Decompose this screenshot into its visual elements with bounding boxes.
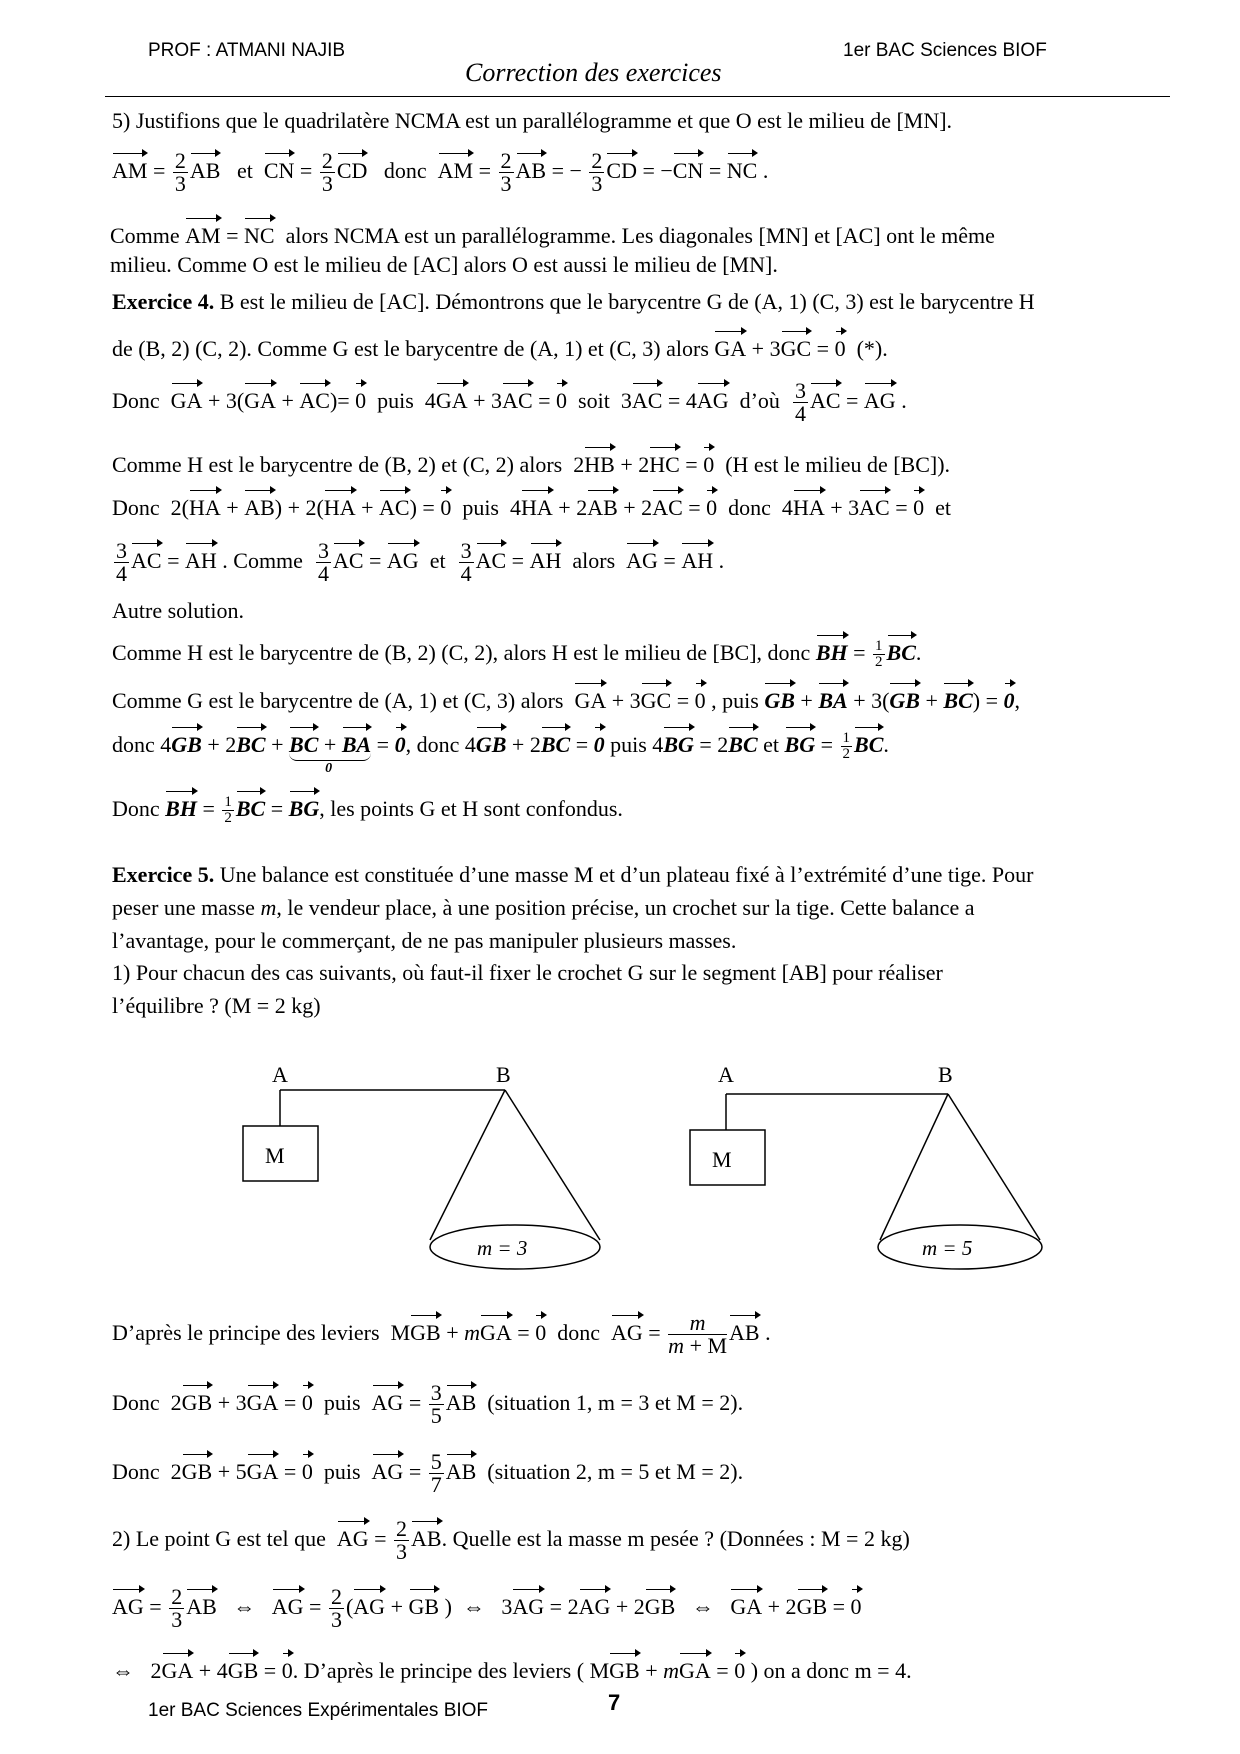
ex4-equation-ah: $\frac{3}{4}$ AC = AH . Comme $\frac{3}{4}$ AC = AG et $\frac{3}{4}$ AC = AH alors AG = AH .	[116, 538, 725, 587]
ex3-conclusion-line-2: milieu. Comme O est le milieu de [AC] alors O est aussi le milieu de [MN].	[110, 252, 778, 277]
balance-left-label-a: A	[272, 1062, 288, 1087]
balance-right-cord-right	[948, 1094, 1040, 1240]
ex5-question-1b: l’équilibre ? (M = 2 kg)	[112, 993, 321, 1018]
balance-right-cord-left	[880, 1094, 948, 1240]
header-class: 1er BAC Sciences BIOF	[843, 40, 1047, 61]
ex4-alt-line-3: donc 4GB + 2BC + BC + BA 0 = 0, donc 4GB + 2BC = 0 puis 4BG = 2BC et BG = $\frac{1}{2}$ BC.	[112, 724, 889, 762]
ex4-final: Donc BH = $\frac{1}{2}$ BC = BG, les points G et H sont confondus.	[112, 788, 623, 826]
balance-left	[243, 1062, 600, 1269]
ex4-alt-line-1: Comme H est le barycentre de (B, 2) (C, 2), alors H est le milieu de [BC], donc BH = $\frac{1}{2}$ BC.	[112, 632, 921, 670]
ex4-equation-h: Donc 2(HA + AB) + 2(HA + AC) = 0 puis 4HA + 2AB + 2AC = 0 donc 4HA + 3AC = 0 et	[112, 487, 951, 523]
balance-right-label-b: B	[938, 1062, 953, 1087]
ex5-situation-2: Donc 2GB + 5GA = 0 puis AG = $\frac{5}{7}$ AB (situation 2, m = 5 et M = 2).	[112, 1449, 744, 1498]
header-rule	[105, 96, 1170, 97]
balance-left-cord-right	[505, 1090, 600, 1240]
page-title: Correction des exercices	[465, 58, 722, 87]
balance-right-mass-label: M	[712, 1147, 732, 1172]
balance-diagram	[0, 1050, 1240, 1290]
balance-right	[690, 1062, 1042, 1269]
header-author: PROF : ATMANI NAJIB	[148, 40, 346, 61]
ex5-para-1: Exercice 5. Une balance est constituée d’une masse M et d’un plateau fixé à l’extrémité d’une tige. Pour	[112, 862, 1034, 887]
ex5-para-2: peser une masse m, le vendeur place, à une position précise, un crochet sur la tige. Cette balance a	[112, 895, 975, 920]
ex5-solution-chain: AG = $\frac{2}{3}$ AB ⇔ AG = $\frac{2}{3}$ (AG + GB ) ⇔ 3AG = 2AG + 2GB ⇔ GA + 2GB = 0	[112, 1584, 862, 1633]
balance-left-cord-left	[430, 1090, 505, 1240]
ex3-question-5: 5) Justifions que le quadrilatère NCMA est un parallélogramme et que O est le milieu de [MN].	[112, 108, 953, 133]
ex5-result: ⇔ 2GA + 4GB = 0. D’après le principe des leviers ( MGB + mGA = 0 ) on a donc m = 4.	[112, 1650, 912, 1686]
ex5-question-1a: 1) Pour chacun des cas suivants, où faut-il fixer le crochet G sur le segment [AB] pour réaliser	[112, 960, 943, 985]
ex3-equation-1: AM = $\frac{2}{3}$ AB et CN = $\frac{2}{3}$ CD donc AM = $\frac{2}{3}$ AB = − $\frac{2}{3}$ CD = −CN = NC .	[112, 148, 769, 197]
ex5-lever-principle: D’après le principe des leviers MGB + mGA = 0 donc AG = $\frac{m}{m + M}$ AB .	[112, 1310, 771, 1359]
ex5-situation-1: Donc 2GB + 3GA = 0 puis AG = $\frac{3}{5}$ AB (situation 1, m = 3 et M = 2).	[112, 1380, 744, 1429]
ex4-equation-donc: Donc GA + 3(GA + AC)= 0 puis 4GA + 3AC = 0 soit 3AC = 4AG d’où $\frac{3}{4}$ AC = AG .	[112, 378, 907, 427]
balance-left-label-b: B	[496, 1062, 511, 1087]
balance-right-label-a: A	[718, 1062, 734, 1087]
ex3-conclusion-line-1: Comme AM = NC alors NCMA est un parallélogramme. Les diagonales [MN] et [AC] ont le même	[110, 215, 995, 251]
footer-class: 1er BAC Sciences Expérimentales BIOF	[148, 1700, 489, 1721]
ex4-alt-heading: Autre solution.	[112, 598, 244, 623]
ex4-intro-line-1: Exercice 4. B est le milieu de [AC]. Démontrons que le barycentre G de (A, 1) (C, 3) est le barycentre H	[112, 289, 1035, 314]
ex4-alt-line-2: Comme G est le barycentre de (A, 1) et (C, 3) alors GA + 3GC = 0 , puis GB + BA + 3(GB + BC) = 0,	[112, 680, 1020, 716]
balance-left-mass-label: M	[265, 1143, 285, 1168]
balance-right-plate-label: m = 5	[922, 1236, 973, 1260]
balance-left-plate-label: m = 3	[477, 1236, 528, 1260]
page-number: 7	[608, 1690, 621, 1715]
ex4-intro-line-2: de (B, 2) (C, 2). Comme G est le barycentre de (A, 1) et (C, 3) alors GA + 3GC = 0 (*).	[112, 328, 888, 364]
ex5-question-2: 2) Le point G est tel que AG = $\frac{2}{3}$ AB. Quelle est la masse m pesée ? (Données : M = 2 kg)	[112, 1516, 910, 1565]
ex4-h-barycentre: Comme H est le barycentre de (B, 2) et (C, 2) alors 2HB + 2HC = 0 (H est le milieu de [BC]).	[112, 444, 950, 480]
ex5-para-3: l’avantage, pour le commerçant, de ne pas manipuler plusieurs masses.	[112, 928, 737, 953]
